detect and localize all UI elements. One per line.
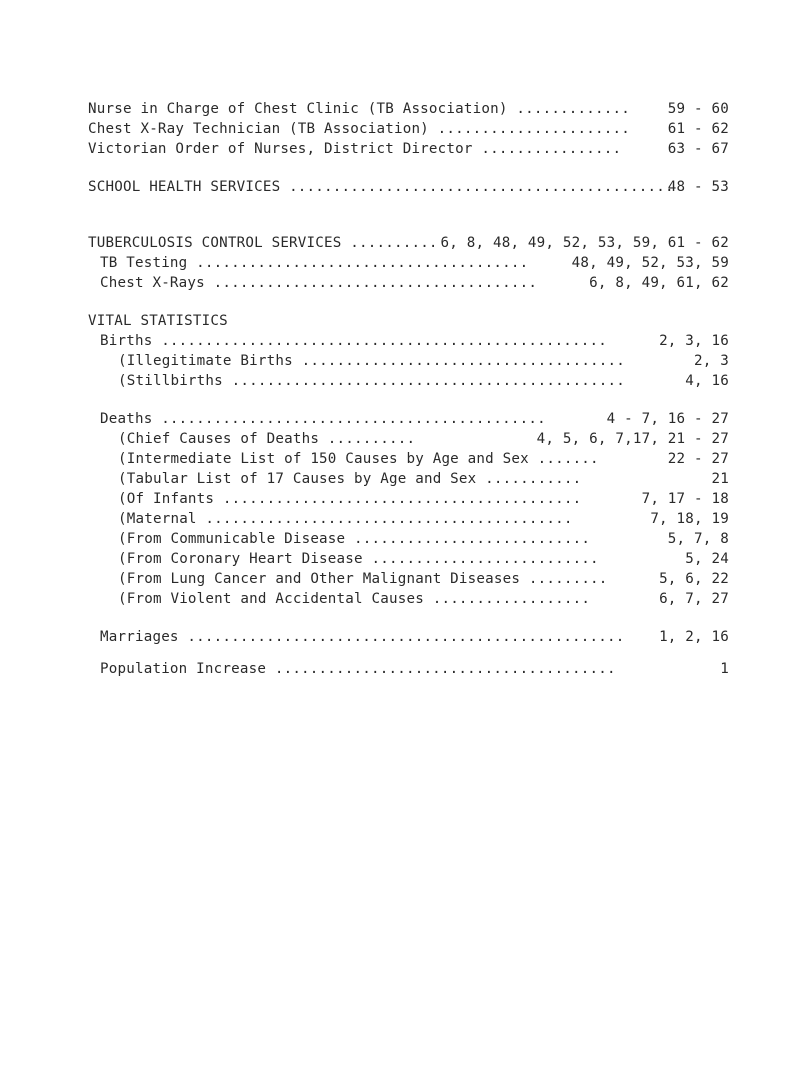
leader-dots: ........... xyxy=(476,471,582,487)
index-entry xyxy=(118,450,599,468)
entry-label: Chest X-Rays xyxy=(100,275,205,291)
entry-page-refs: 1, 2, 16 xyxy=(659,629,729,645)
entry-label: Victorian Order of Nurses, District Director xyxy=(88,141,473,157)
entry-label: (Maternal xyxy=(118,511,197,527)
leader-dots: ............................................. xyxy=(222,373,626,389)
entry-label: Population Increase xyxy=(100,661,267,677)
entry-label: (Chief Causes of Deaths xyxy=(118,431,320,447)
index-entry xyxy=(118,590,590,608)
entry-label: (From Coronary Heart Disease xyxy=(118,551,363,567)
entry-label: Nurse in Charge of Chest Clinic (TB Association) xyxy=(88,101,508,117)
entry-label: (Tabular List of 17 Causes by Age and Sex xyxy=(118,471,477,487)
entry-page-refs: 7, 17 - 18 xyxy=(641,491,729,507)
entry-page-refs: 5, 7, 8 xyxy=(667,531,729,547)
entry-label: (From Lung Cancer and Other Malignant Diseases xyxy=(118,571,521,587)
leader-dots: ...................... xyxy=(428,121,630,137)
index-entry xyxy=(88,234,438,252)
entry-page-refs: 48, 49, 52, 53, 59 xyxy=(571,255,729,271)
leader-dots: .................................................. xyxy=(178,629,625,645)
entry-page-refs: 59 - 60 xyxy=(667,101,729,117)
index-entry xyxy=(118,530,590,548)
index-entry xyxy=(88,140,621,158)
entry-page-refs: 4, 5, 6, 7,17, 21 - 27 xyxy=(536,431,729,447)
leader-dots: ................ xyxy=(472,141,622,157)
entry-label: TB Testing xyxy=(100,255,188,271)
entry-page-refs: 5, 24 xyxy=(685,551,729,567)
leader-dots: ............................................ xyxy=(152,411,546,427)
index-entry xyxy=(88,120,630,138)
index-entry xyxy=(88,100,630,118)
entry-label: (Stillbirths xyxy=(118,373,223,389)
index-entry xyxy=(118,550,599,568)
index-entry xyxy=(100,274,537,292)
leader-dots: ..................................... xyxy=(204,275,538,291)
index-entry xyxy=(118,470,581,488)
leader-dots: .......................................... xyxy=(196,511,573,527)
leader-dots: ................................................... xyxy=(152,333,608,349)
entry-page-refs: 48 - 53 xyxy=(667,179,729,195)
leader-dots: ......... xyxy=(520,571,608,587)
entry-page-refs: 4, 16 xyxy=(685,373,729,389)
leader-dots: ............. xyxy=(507,101,630,117)
entry-page-refs: 6, 8, 49, 61, 62 xyxy=(589,275,729,291)
index-entry xyxy=(100,410,546,428)
entry-label: Births xyxy=(100,333,153,349)
index-entry xyxy=(100,254,528,272)
entry-page-refs: 4 - 7, 16 - 27 xyxy=(606,411,729,427)
entry-label: (From Communicable Disease xyxy=(118,531,346,547)
entry-label: (Illegitimate Births xyxy=(118,353,293,369)
entry-page-refs: 5, 6, 22 xyxy=(659,571,729,587)
leader-dots: ...................................... xyxy=(187,255,529,271)
index-entry xyxy=(100,660,616,678)
section-heading: TUBERCULOSIS CONTROL SERVICES xyxy=(88,235,342,251)
leader-dots: ......................................... xyxy=(214,491,582,507)
entry-page-refs: 6, 8, 48, 49, 52, 53, 59, 61 - 62 xyxy=(440,235,729,251)
index-entry xyxy=(118,490,581,508)
entry-label: Marriages xyxy=(100,629,179,645)
entry-page-refs: 6, 7, 27 xyxy=(659,591,729,607)
leader-dots: ..................................... xyxy=(292,353,626,369)
entry-page-refs: 22 - 27 xyxy=(667,451,729,467)
entry-label: (From Violent and Accidental Causes xyxy=(118,591,424,607)
entry-page-refs: 21 xyxy=(711,471,729,487)
index-entry xyxy=(118,510,573,528)
index-entry xyxy=(100,628,625,646)
entry-label: (Of Infants xyxy=(118,491,215,507)
leader-dots: ............................................ xyxy=(280,179,674,195)
index-entry xyxy=(118,570,608,588)
leader-dots: ....................................... xyxy=(266,661,616,677)
index-entry xyxy=(118,352,625,370)
leader-dots: .......................... xyxy=(362,551,599,567)
entry-label: Chest X-Ray Technician (TB Association) xyxy=(88,121,429,137)
leader-dots: .......... xyxy=(341,235,438,251)
entry-page-refs: 63 - 67 xyxy=(667,141,729,157)
entry-label: Deaths xyxy=(100,411,153,427)
index-entry xyxy=(88,178,674,196)
entry-page-refs: 7, 18, 19 xyxy=(650,511,729,527)
leader-dots: .......... xyxy=(319,431,416,447)
entry-page-refs: 61 - 62 xyxy=(667,121,729,137)
section-heading: SCHOOL HEALTH SERVICES xyxy=(88,179,281,195)
entry-page-refs: 1 xyxy=(720,661,729,677)
index-entry xyxy=(100,332,607,350)
index-entry xyxy=(118,430,415,448)
entry-page-refs: 2, 3, 16 xyxy=(659,333,729,349)
entry-page-refs: 2, 3 xyxy=(694,353,729,369)
section-heading: VITAL STATISTICS xyxy=(88,313,228,329)
leader-dots: ........................... xyxy=(345,531,591,547)
leader-dots: ....... xyxy=(528,451,599,467)
leader-dots: .................. xyxy=(423,591,591,607)
entry-label: (Intermediate List of 150 Causes by Age and Sex xyxy=(118,451,529,467)
index-entry xyxy=(118,372,625,390)
